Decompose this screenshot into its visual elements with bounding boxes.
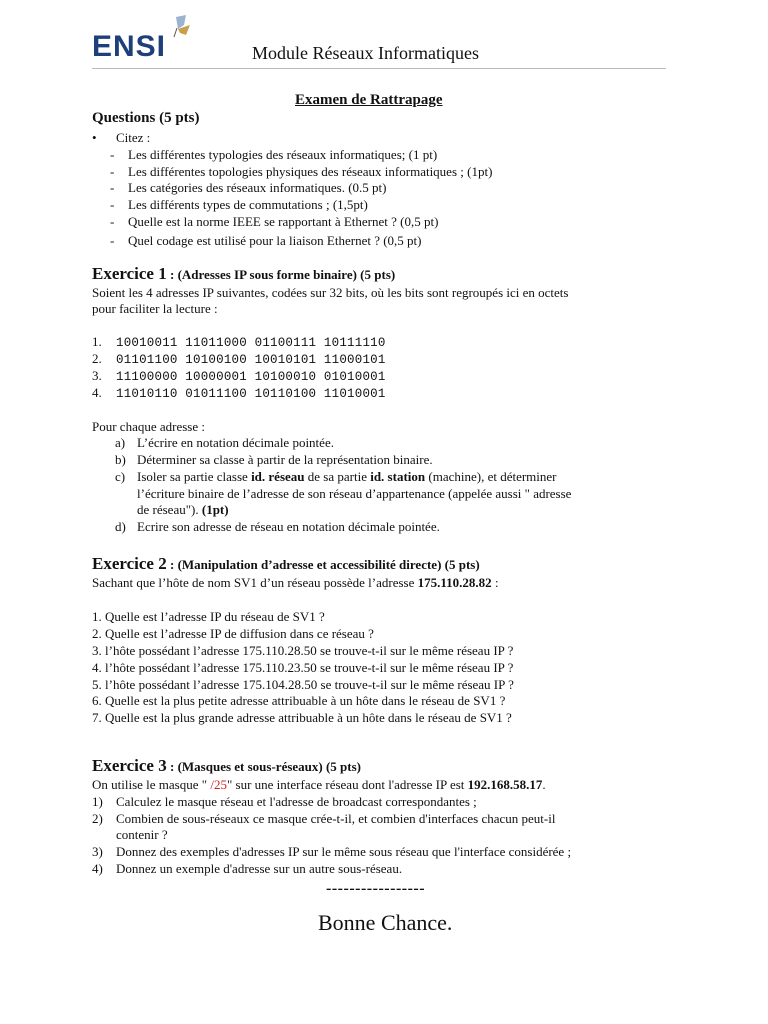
binary-address: 4. 11010110 01011100 10110100 11010001 [92, 385, 386, 401]
question-item: - Les différents types de commutations ; (1,5pt) [110, 197, 368, 212]
binary-address: 3. 11100000 10000001 10100010 01010001 [92, 368, 386, 384]
exercise-3-heading: Exercice 3 : (Masques et sous-réseaux) (5 pts) [92, 756, 362, 775]
question-item: - Les différentes typologies des réseaux informatiques; (1 pt) [110, 147, 438, 162]
ex3-question: 1) Calculez le masque réseau et l'adresse de broadcast correspondantes ; [92, 794, 477, 809]
ex1-task-c-line2: l’écriture binaire de l’adresse de son réseau d’appartenance (appelée aussi " adresse [137, 486, 572, 501]
questions-heading: Questions (5 pts) [92, 110, 200, 126]
ex2-question: 4. l’hôte possédant l’adresse 175.110.23.50 se trouve-t-il sur le même réseau IP ? [92, 660, 514, 675]
ex2-question: 2. Quelle est l’adresse IP de diffusion dans ce réseau ? [92, 626, 374, 641]
exercise-1-heading: Exercice 1 : (Adresses IP sous forme binaire) (5 pts) [92, 264, 396, 283]
ex2-question: 5. l’hôte possédant l’adresse 175.104.28.50 se trouve-t-il sur le même réseau IP ? [92, 677, 514, 692]
separator-dashes: ----------------- [326, 880, 426, 897]
ex2-question: 7. Quelle est la plus grande adresse attribuable à un hôte dans le réseau de SV1 ? [92, 710, 512, 725]
module-title: Module Réseaux Informatiques [252, 43, 479, 63]
exam-title: Examen de Rattrapage [295, 92, 443, 108]
header-divider [92, 68, 666, 69]
ex1-per-address: Pour chaque adresse : [92, 419, 205, 434]
question-item: - Les différentes topologies physiques des réseaux informatiques ; (1pt) [110, 164, 493, 179]
mask-value: /25 [210, 777, 227, 792]
ex3-question-cont: contenir ? [116, 827, 168, 842]
ex3-intro: On utilise le masque " /25" sur une interface réseau dont l'adresse IP est 192.168.58.17. [92, 777, 546, 792]
ex1-task-c-line3: de réseau"). (1pt) [137, 502, 229, 517]
ex1-task-d: d) Ecrire son adresse de réseau en notation décimale pointée. [115, 519, 440, 534]
ex1-intro-line1: Soient les 4 adresses IP suivantes, codées sur 32 bits, où les bits sont regroupés ici en octets [92, 285, 569, 300]
ex1-intro-line2: pour faciliter la lecture : [92, 301, 218, 316]
binary-address: 2. 01101100 10100100 10010101 11000101 [92, 351, 386, 367]
closing-text: Bonne Chance. [318, 910, 453, 935]
ex3-question: 3) Donnez des exemples d'adresses IP sur le même sous réseau que l'interface considérée ; [92, 844, 572, 859]
exercise-2-heading: Exercice 2 : (Manipulation d’adresse et accessibilité directe) (5 pts) [92, 554, 480, 573]
ex2-question: 3. l’hôte possédant l’adresse 175.110.28.50 se trouve-t-il sur le même réseau IP ? [92, 643, 514, 658]
question-item: - Quel codage est utilisé pour la liaison Ethernet ? (0,5 pt) [110, 233, 422, 248]
ex1-task-c: c) Isoler sa partie classe id. réseau de sa partie id. station (machine), et déterminer [115, 469, 557, 484]
ex2-question: 6. Quelle est la plus petite adresse attribuable à un hôte dans le réseau de SV1 ? [92, 693, 506, 708]
question-item: - Les catégories des réseaux informatiques. (0.5 pt) [110, 180, 387, 195]
bullet-marker: • [92, 130, 97, 145]
ex3-question: 2) Combien de sous-réseaux ce masque crée-t-il, et combien d'interfaces chacun peut-il [92, 811, 556, 826]
questions-intro: • Citez : [92, 130, 151, 145]
question-item: - Quelle est la norme IEEE se rapportant à Ethernet ? (0,5 pt) [110, 214, 439, 229]
ex2-question: 1. Quelle est l’adresse IP du réseau de SV1 ? [92, 609, 325, 624]
logo-text: ENSI [92, 30, 167, 63]
ex1-task-a: a) L’écrire en notation décimale pointée. [115, 435, 334, 450]
ex3-question: 4) Donnez un exemple d'adresse sur un autre sous-réseau. [92, 861, 403, 876]
binary-address: 1. 10010011 11011000 01100111 10111110 [92, 334, 386, 350]
ex1-task-b: b) Déterminer sa classe à partir de la représentation binaire. [115, 452, 433, 467]
ex2-intro: Sachant que l’hôte de nom SV1 d’un réseau possède l’adresse 175.110.28.82 : [92, 575, 499, 590]
